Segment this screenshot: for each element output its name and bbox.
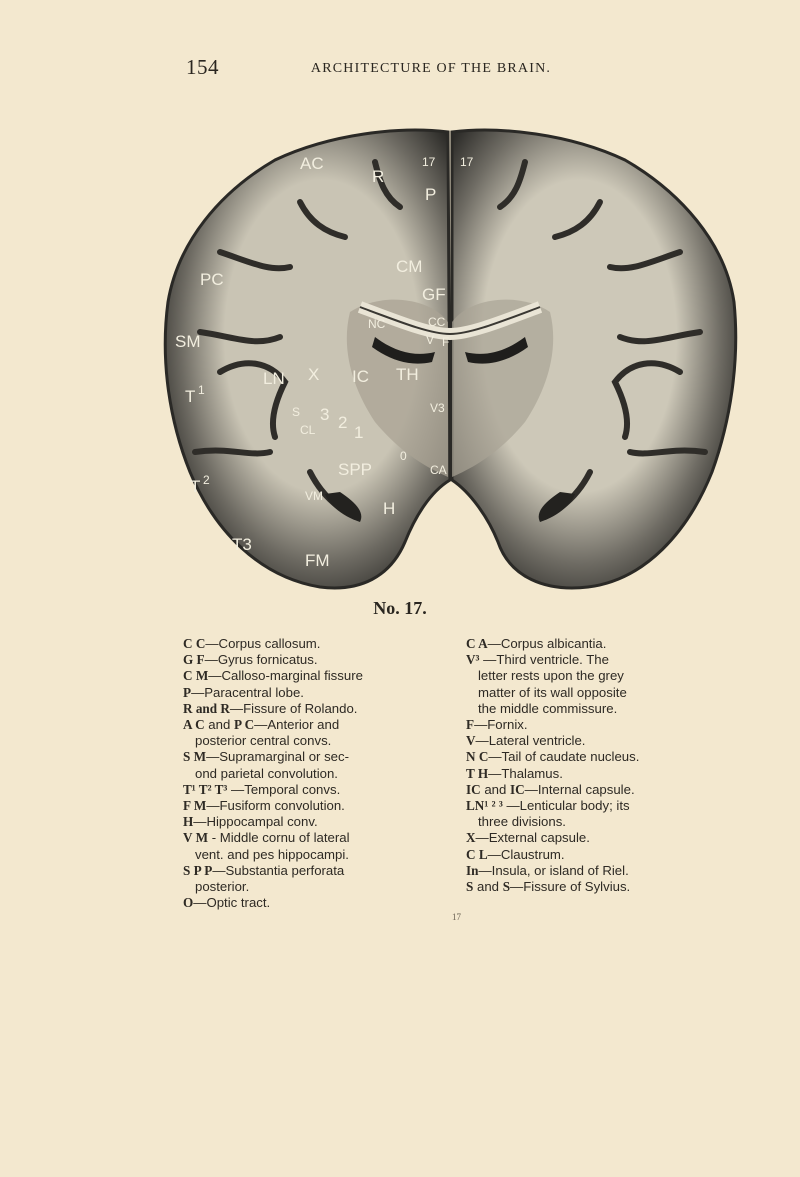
- legend-abbreviation: P: [183, 684, 192, 700]
- page-number: 154: [186, 55, 219, 79]
- legend-entry: [183, 830, 433, 846]
- legend-entry: [183, 733, 433, 749]
- legend-entry: [183, 814, 433, 830]
- legend-entry: [466, 652, 696, 668]
- legend-description: —Lenticular body; its: [502, 798, 630, 814]
- label-pc: PC: [200, 270, 224, 289]
- legend-description: —Gyrus fornicatus.: [204, 652, 318, 668]
- legend-description: posterior central convs.: [195, 733, 332, 749]
- legend-description: —Thalamus.: [488, 765, 563, 781]
- label-cc: CC: [428, 315, 446, 329]
- label-t2-sup: 2: [203, 473, 210, 487]
- legend-entry: [183, 668, 433, 684]
- legend-abbreviation: F: [466, 717, 475, 733]
- legend-entry: [183, 685, 433, 701]
- legend-abbreviation: G F: [183, 652, 205, 668]
- legend-entry: [183, 863, 433, 879]
- label-s: S: [292, 405, 301, 419]
- legend-abbreviation: T H: [466, 765, 489, 781]
- legend-entry: [466, 879, 696, 895]
- label-1: 1: [354, 423, 364, 442]
- legend-description: and: [473, 879, 503, 895]
- legend-entry: [466, 701, 696, 717]
- label-cm: CM: [396, 257, 423, 276]
- legend-abbreviation: S: [466, 879, 474, 895]
- brain-section-plate: [160, 122, 740, 592]
- legend-description: —Optic tract.: [193, 895, 271, 911]
- label-nc: NC: [368, 317, 386, 331]
- legend-abbreviation: V: [466, 733, 476, 749]
- label-o: 0: [400, 449, 407, 463]
- legend-abbreviation: C C: [183, 636, 206, 651]
- legend-abbreviation: A C: [183, 717, 205, 733]
- legend-entry: [183, 798, 433, 814]
- label-f: F: [442, 335, 450, 349]
- legend-description: the middle commissure.: [478, 700, 618, 716]
- label-2: 2: [338, 413, 348, 432]
- legend-entry: [183, 782, 433, 798]
- legend-description: —Anterior and: [254, 717, 340, 733]
- legend-abbreviation: H: [183, 814, 194, 830]
- legend-description: —Temporal convs.: [227, 781, 341, 797]
- legend-description: —Insula, or island of Riel.: [478, 862, 629, 878]
- legend-entry: [466, 798, 696, 814]
- legend-entry: [183, 717, 433, 733]
- running-head: ARCHITECTURE OF THE BRAIN.: [310, 61, 552, 76]
- legend-abbreviation: P C: [233, 717, 255, 733]
- legend-description: ond parietal convolution.: [195, 765, 338, 781]
- label-h: H: [383, 499, 396, 518]
- legend-description: matter of its wall opposite: [478, 684, 627, 700]
- signature-mark: 17: [452, 912, 461, 922]
- legend-abbreviation: S: [502, 879, 511, 895]
- legend-description: letter rests upon the grey: [478, 668, 624, 684]
- legend-abbreviation: V M: [183, 830, 209, 846]
- legend-description: —Lateral ventricle.: [475, 733, 586, 749]
- legend-abbreviation: N C: [466, 749, 489, 765]
- legend-entry: [183, 652, 433, 668]
- label-3: 3: [320, 405, 330, 424]
- legend-abbreviation: V³: [466, 652, 480, 668]
- label-ac: AC: [300, 154, 324, 173]
- label-t3: T3: [232, 535, 252, 554]
- label-vm: VM: [305, 489, 323, 503]
- legend-description: and: [480, 781, 510, 797]
- legend-description: —Fusiform convolution.: [206, 798, 345, 814]
- legend-abbreviation: T¹ T² T³: [183, 781, 228, 797]
- legend-abbreviation: C A: [466, 636, 488, 651]
- legend-abbreviation: LN¹ ² ³: [466, 798, 503, 814]
- label-v3: V3: [430, 401, 445, 415]
- legend-description: —Internal capsule.: [524, 781, 635, 797]
- legend-entry: [466, 717, 696, 733]
- legend-description: —Hippocampal conv.: [193, 814, 318, 830]
- legend-entry: [466, 863, 696, 879]
- legend-description: and: [204, 717, 234, 733]
- legend-entry: [183, 847, 433, 863]
- legend-entry: [183, 766, 433, 782]
- legend-description: —Fissure of Sylvius.: [510, 879, 631, 895]
- legend-abbreviation: X: [466, 830, 476, 846]
- legend-left-column: [183, 636, 433, 911]
- legend-entry: [183, 895, 433, 911]
- legend-abbreviation: IC: [510, 781, 525, 797]
- label-cl: CL: [300, 423, 316, 437]
- legend-entry: [466, 636, 696, 652]
- legend-entry: [466, 847, 696, 863]
- label-spp: SPP: [338, 460, 373, 479]
- legend-description: —Claustrum.: [487, 846, 565, 862]
- figure-caption: No. 17.: [373, 598, 427, 618]
- legend-abbreviation: F M: [183, 798, 207, 814]
- legend-description: —Substantia perforata: [212, 862, 345, 878]
- legend-entry: [466, 668, 696, 684]
- legend-description: —Paracentral lobe.: [191, 684, 304, 700]
- label-th: TH: [396, 365, 419, 384]
- label-r: R: [372, 167, 385, 186]
- label-sm: SM: [175, 332, 201, 351]
- label-v: V: [426, 333, 435, 347]
- legend-entry: [183, 636, 433, 652]
- legend-entry: [466, 749, 696, 765]
- legend-description: - Middle cornu of lateral: [208, 830, 350, 846]
- label-t1: T: [185, 387, 196, 406]
- legend-description: —Tail of caudate nucleus.: [488, 749, 640, 765]
- label-17-left: 17: [422, 155, 436, 169]
- legend-description: —Third ventricle. The: [479, 652, 609, 668]
- label-p: P: [425, 185, 437, 204]
- label-x: X: [308, 365, 320, 384]
- label-17-right: 17: [460, 155, 474, 169]
- legend-entry: [466, 766, 696, 782]
- legend-entry: [466, 830, 696, 846]
- legend-entry: [183, 749, 433, 765]
- legend-description: posterior.: [195, 879, 250, 895]
- label-t2: T: [190, 477, 201, 496]
- legend-description: —Fissure of Rolando.: [229, 700, 358, 716]
- legend-description: —Fornix.: [474, 717, 528, 733]
- legend-entry: [183, 701, 433, 717]
- legend-description: —Corpus callosum.: [205, 636, 321, 651]
- legend-right-column: [466, 636, 696, 895]
- legend-abbreviation: C M: [183, 668, 209, 684]
- label-ln: LN: [263, 369, 285, 388]
- legend-description: three divisions.: [478, 814, 566, 830]
- legend-abbreviation: O: [183, 895, 194, 911]
- legend-description: —Corpus albicantia.: [487, 636, 607, 651]
- legend-entry: [466, 782, 696, 798]
- legend-description: —Calloso-marginal fissure: [208, 668, 363, 684]
- legend-abbreviation: S P P: [183, 862, 213, 878]
- label-gf: GF: [422, 285, 446, 304]
- label-fm: FM: [305, 551, 330, 570]
- legend-abbreviation: IC: [466, 781, 481, 797]
- legend-entry: [466, 733, 696, 749]
- legend-description: —External capsule.: [475, 830, 590, 846]
- label-ic: IC: [352, 367, 369, 386]
- label-t1-sup: 1: [198, 383, 205, 397]
- legend-entry: [466, 814, 696, 830]
- legend-abbreviation: C L: [466, 846, 488, 862]
- label-ca: CA: [430, 463, 447, 477]
- brain-section-illustration: [160, 122, 740, 592]
- legend-abbreviation: S M: [183, 749, 207, 765]
- legend-entry: [183, 879, 433, 895]
- legend-abbreviation: R and R: [183, 700, 230, 716]
- legend-description: vent. and pes hippocampi.: [195, 846, 349, 862]
- legend-description: —Supramarginal or sec-: [206, 749, 349, 765]
- legend-abbreviation: In: [466, 862, 479, 878]
- legend-entry: [466, 685, 696, 701]
